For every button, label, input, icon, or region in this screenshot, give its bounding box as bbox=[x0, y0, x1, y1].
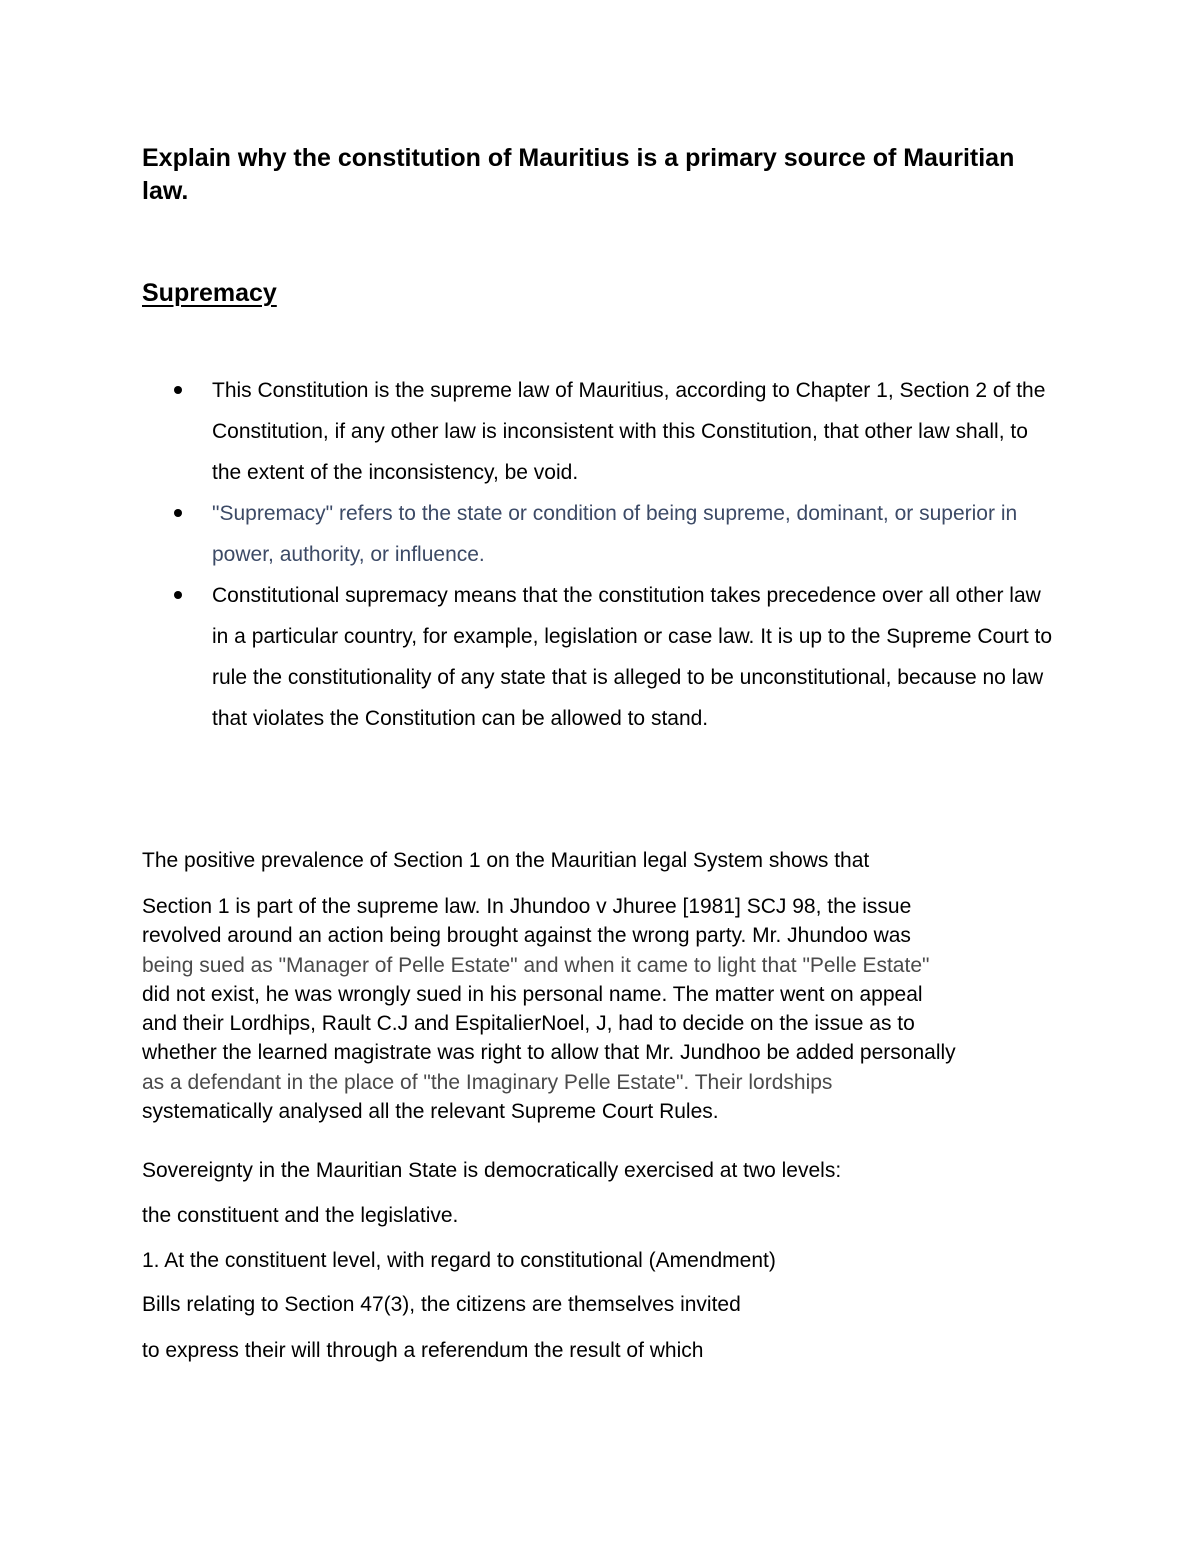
case-line: and their Lordhips, Rault C.J and EspitalierNoel, J, had to decide on the issue as to bbox=[142, 1012, 915, 1036]
case-paragraph bbox=[142, 892, 1062, 1126]
case-line: Section 1 is part of the supreme law. In Jhundoo v Jhuree [1981] SCJ 98, the issue bbox=[142, 895, 912, 918]
sovereignty-line: Bills relating to Section 47(3), the citizens are themselves invited bbox=[142, 1293, 741, 1316]
case-line: as a defendant in the place of "the Imaginary Pelle Estate". Their lordships bbox=[142, 1070, 833, 1094]
case-line: revolved around an action being brought against the wrong party. Mr. Jhundoo was bbox=[142, 924, 911, 948]
bullet-item bbox=[0, 575, 1062, 739]
bullet-text: "Supremacy" refers to the state or condition of being supreme, dominant, or superior in power, authority, or influence. bbox=[212, 502, 1018, 566]
case-line: being sued as "Manager of Pelle Estate" and when it came to light that "Pelle Estate" bbox=[142, 953, 930, 977]
bullet-item bbox=[0, 370, 1062, 493]
bullet-icon bbox=[174, 591, 182, 599]
prevalence-paragraph: The positive prevalence of Section 1 on the Mauritian legal System shows that bbox=[142, 849, 870, 872]
bullet-item bbox=[0, 493, 1062, 575]
sovereignty-line: Sovereignty in the Mauritian State is democratically exercised at two levels: bbox=[142, 1159, 842, 1182]
sovereignty-line: the constituent and the legislative. bbox=[142, 1204, 459, 1227]
document-title: Explain why the constitution of Mauritius is a primary source of Mauritian law. bbox=[142, 144, 1015, 205]
supremacy-bullet-list bbox=[0, 370, 1200, 739]
bullet-icon bbox=[174, 509, 182, 517]
case-line: whether the learned magistrate was right to allow that Mr. Jundhoo be added personally bbox=[142, 1041, 956, 1065]
bullet-text: This Constitution is the supreme law of Mauritius, according to Chapter 1, Section 2 of the Constitution, if any other law is inconsistent with this Constitution, that other law shall, to the extent of the inconsistency, be void. bbox=[212, 379, 1046, 484]
bullet-text: Constitutional supremacy means that the constitution takes precedence over all other law in a particular country, for example, legislation or case law. It is up to the Supreme Court to rule the constitutionality of any state that is alleged to be unconstitutional, because no law that violates the Constitution can be allowed to stand. bbox=[212, 584, 1053, 730]
case-line: systematically analysed all the relevant Supreme Court Rules. bbox=[142, 1100, 719, 1124]
section-heading-supremacy: Supremacy bbox=[142, 279, 277, 307]
sovereignty-line: to express their will through a referendum the result of which bbox=[142, 1339, 704, 1362]
bullet-icon bbox=[174, 386, 182, 394]
sovereignty-line: 1. At the constituent level, with regard to constitutional (Amendment) bbox=[142, 1249, 776, 1272]
case-line: did not exist, he was wrongly sued in his personal name. The matter went on appeal bbox=[142, 982, 923, 1006]
